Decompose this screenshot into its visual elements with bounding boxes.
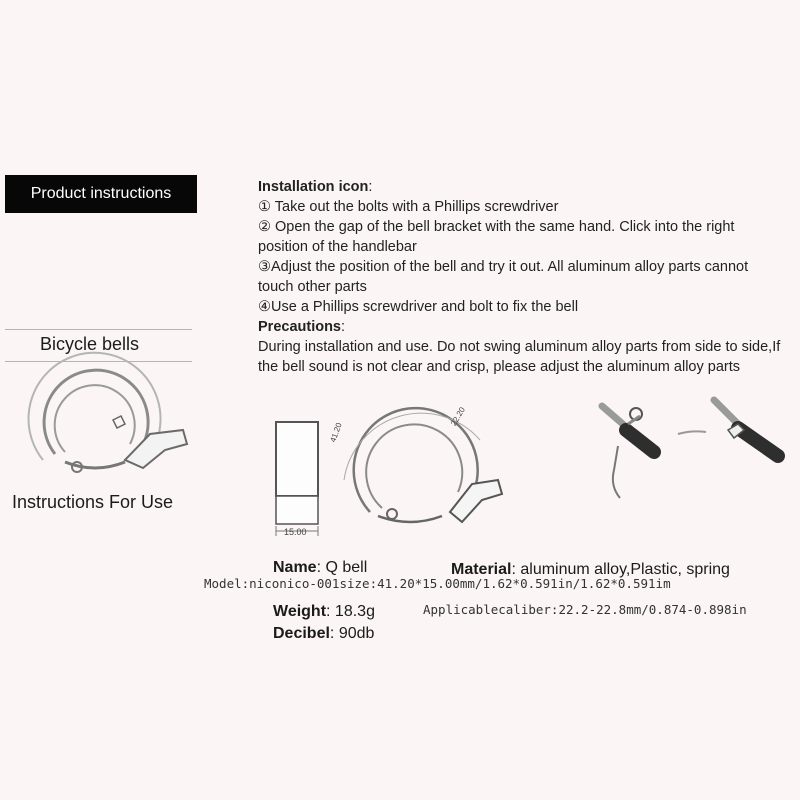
installation-instructions (258, 177, 793, 377)
instructions-for-use-label: Instructions For Use (12, 492, 174, 512)
precautions-text: During installation and use. Do not swing aluminum alloy parts from side to side,If the bell sound is not clear and crisp, please adjust the aluminum alloy parts (258, 339, 781, 375)
spec-material-key: Material (451, 561, 512, 578)
install-step: ④Use a Phillips screwdriver and bolt to fix the bell (258, 299, 579, 315)
dimension-label-a: 41.20 (328, 421, 344, 444)
precautions-heading-colon: : (341, 319, 346, 335)
divider (5, 361, 192, 362)
spec-weight-key: Weight (273, 603, 327, 620)
width-dimension-label: 15.00 (284, 527, 307, 537)
spec-caliber: Applicablecaliber:22.2-22.8mm/0.874-0.898in (423, 602, 747, 617)
divider (5, 329, 192, 330)
spec-decibel-value: : 90db (329, 625, 375, 642)
spec-decibel (273, 625, 374, 643)
install-step: ① Take out the bolts with a Phillips screwdriver (258, 199, 559, 215)
spec-decibel-key: Decibel (273, 625, 330, 642)
side-view-bell-diagram (330, 400, 510, 540)
product-instructions-header: Product instructions (5, 175, 197, 213)
spec-name (273, 559, 367, 577)
spec-model-size: Model:niconico-001size:41.20*15.00mm/1.62*0.591in/1.62*0.591im (204, 576, 671, 591)
handlebar-installation-illustration-icon (590, 390, 790, 510)
installation-heading: Installation icon (258, 179, 369, 195)
spec-weight (273, 603, 375, 621)
bicycle-bells-title: Bicycle bells (40, 334, 140, 354)
spec-material-value: : aluminum alloy,Plastic, spring (511, 561, 730, 578)
front-view-diagram (268, 418, 328, 538)
install-step: ③Adjust the position of the bell and try it out. All aluminum alloy parts cannot touch other parts (258, 259, 749, 295)
spec-weight-value: : 18.3g (326, 603, 375, 620)
dimension-label-b: 22.20 (449, 405, 467, 428)
installation-heading-colon: : (368, 179, 373, 195)
install-step: ② Open the gap of the bell bracket with the same hand. Click into the right position of the handlebar (258, 219, 735, 255)
bell-illustration-icon (25, 372, 195, 482)
spec-name-value: : Q bell (316, 559, 368, 576)
spec-name-key: Name (273, 559, 317, 576)
precautions-heading: Precautions (258, 319, 341, 335)
